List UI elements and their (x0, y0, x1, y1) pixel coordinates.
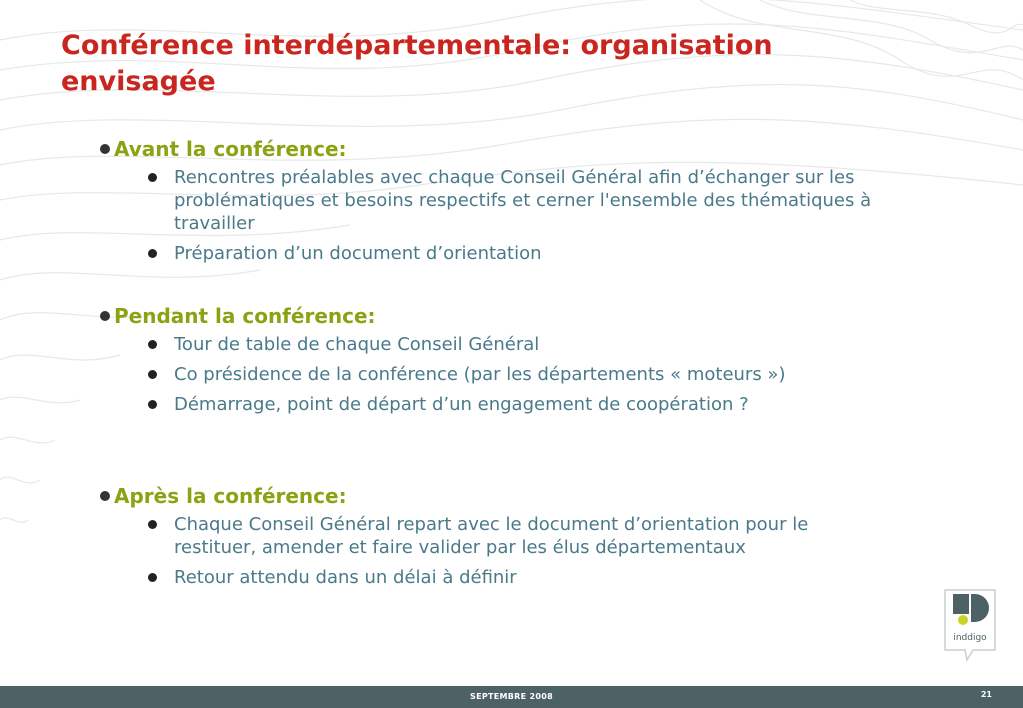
list-item (154, 513, 874, 559)
bullet-list (100, 166, 920, 265)
section-heading-text: Après la conférence: (114, 484, 347, 508)
bullet-list (100, 513, 920, 589)
list-item-text: Démarrage, point de départ d’un engagement de coopération ? (174, 394, 749, 415)
slide-title: Conférence interdépartementale: organisation envisagée (61, 30, 773, 97)
list-item (154, 242, 874, 265)
list-item (154, 166, 874, 235)
list-item-text: Préparation d’un document d’orientation (174, 243, 542, 264)
section-heading (100, 303, 920, 329)
list-item (154, 333, 874, 356)
list-item-text: Chaque Conseil Général repart avec le document d’orientation pour le restituer, amender et faire valider par les élus départementaux (174, 514, 809, 558)
list-item (154, 393, 874, 416)
list-item-text: Retour attendu dans un délai à définir (174, 567, 517, 588)
list-item-text: Tour de table de chaque Conseil Général (174, 334, 540, 355)
bullet-dot-icon (148, 340, 157, 349)
inddigo-logo (943, 588, 997, 662)
page-number: 21 (980, 690, 992, 699)
section-after (100, 483, 920, 596)
bullet-dot-icon (100, 144, 110, 154)
section-heading-text: Avant la conférence: (114, 137, 347, 161)
footer-date: SEPTEMBRE 2008 (470, 692, 553, 701)
list-item-text: Co présidence de la conférence (par les départements « moteurs ») (174, 364, 786, 385)
logo-text: inddigo (953, 633, 987, 643)
bullet-dot-icon (148, 173, 157, 182)
bullet-dot-icon (148, 573, 157, 582)
list-item-text: Rencontres préalables avec chaque Conseil Général afin d’échanger sur les problématiques et besoins respectifs et cerner l'ensemble des thématiques à travailler (174, 167, 872, 234)
bullet-dot-icon (148, 370, 157, 379)
section-heading-text: Pendant la conférence: (114, 304, 376, 328)
bullet-dot-icon (100, 491, 110, 501)
bullet-list (100, 333, 920, 416)
bullet-dot-icon (148, 400, 157, 409)
list-item (154, 566, 874, 589)
bullet-dot-icon (148, 520, 157, 529)
section-heading (100, 136, 920, 162)
section-during (100, 303, 920, 423)
section-before (100, 136, 920, 272)
section-heading (100, 483, 920, 509)
footer-bar (0, 686, 1023, 708)
list-item (154, 363, 874, 386)
bullet-dot-icon (100, 311, 110, 321)
bullet-dot-icon (148, 249, 157, 258)
